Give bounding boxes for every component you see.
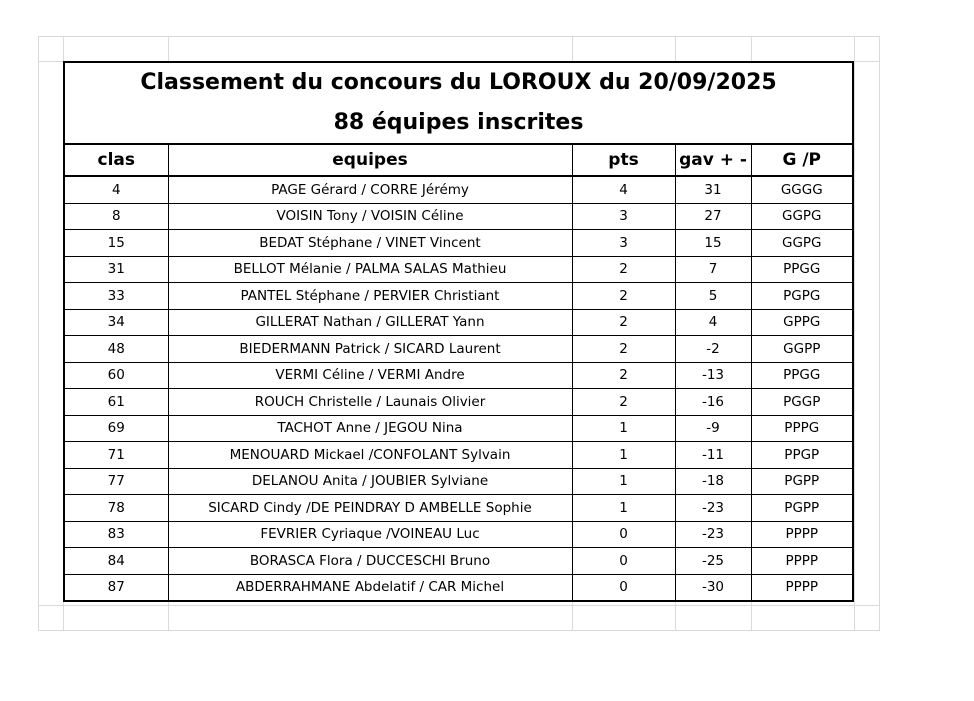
win-loss-cell: PPGP	[751, 442, 852, 469]
points-cell: 1	[572, 442, 675, 469]
rank-cell: 15	[65, 230, 168, 257]
table-row	[65, 495, 852, 522]
goal-average-cell: 7	[675, 256, 751, 283]
goal-average-cell: -13	[675, 362, 751, 389]
grid-column-line	[879, 36, 880, 630]
points-cell: 4	[572, 176, 675, 203]
team-cell: VERMI Céline / VERMI Andre	[168, 362, 572, 389]
grid-row-line	[38, 36, 880, 37]
rank-cell: 60	[65, 362, 168, 389]
goal-average-cell: 4	[675, 309, 751, 336]
table-row	[65, 256, 852, 283]
points-cell: 0	[572, 521, 675, 548]
points-cell: 0	[572, 574, 675, 600]
win-loss-cell: PGPP	[751, 468, 852, 495]
goal-average-cell: -25	[675, 548, 751, 575]
table-row	[65, 442, 852, 469]
win-loss-cell: PGPP	[751, 495, 852, 522]
grid-row-line	[38, 605, 880, 606]
goal-average-cell: -23	[675, 495, 751, 522]
points-cell: 0	[572, 548, 675, 575]
table-row	[65, 336, 852, 363]
title-block	[65, 63, 852, 145]
header-equipes: equipes	[168, 145, 572, 176]
team-cell: GILLERAT Nathan / GILLERAT Yann	[168, 309, 572, 336]
rank-cell: 78	[65, 495, 168, 522]
team-cell: FEVRIER Cyriaque /VOINEAU Luc	[168, 521, 572, 548]
rank-cell: 77	[65, 468, 168, 495]
win-loss-cell: PPPP	[785, 579, 819, 596]
goal-average-cell: -30	[675, 574, 751, 600]
goal-average-cell: -2	[675, 336, 751, 363]
table-row	[65, 574, 852, 600]
table-row	[65, 468, 852, 495]
team-cell: BEDAT Stéphane / VINET Vincent	[168, 230, 572, 257]
table-row	[65, 548, 852, 575]
rank-cell: 31	[65, 256, 168, 283]
goal-average-cell: -23	[675, 521, 751, 548]
points-cell: 1	[572, 468, 675, 495]
grid-row-line	[38, 630, 880, 631]
table-row	[65, 203, 852, 230]
points-cell: 1	[572, 495, 675, 522]
goal-average-cell: 27	[675, 203, 751, 230]
points-cell: 2	[572, 389, 675, 416]
table-row	[65, 389, 852, 416]
win-loss-cell: PPPP	[751, 548, 852, 575]
grid-column-line	[38, 36, 39, 630]
goal-average-cell: -16	[675, 389, 751, 416]
win-loss-cell: GGGG	[751, 176, 852, 203]
header-pts: pts	[572, 145, 675, 176]
team-cell: PANTEL Stéphane / PERVIER Christiant	[168, 283, 572, 310]
rank-cell: 71	[65, 442, 168, 469]
table-row	[65, 521, 852, 548]
win-loss-cell: GGPG	[751, 203, 852, 230]
team-cell: VOISIN Tony / VOISIN Céline	[168, 203, 572, 230]
points-cell: 2	[572, 309, 675, 336]
points-cell: 2	[572, 336, 675, 363]
goal-average-cell: -18	[675, 468, 751, 495]
grid-column-line	[854, 36, 855, 630]
win-loss-cell: PPGG	[751, 362, 852, 389]
team-cell: BORASCA Flora / DUCCESCHI Bruno	[168, 548, 572, 575]
points-cell: 1	[572, 415, 675, 442]
goal-average-cell: 31	[675, 176, 751, 203]
win-loss-cell: PPGG	[751, 256, 852, 283]
goal-average-cell: -11	[675, 442, 751, 469]
team-cell: BIEDERMANN Patrick / SICARD Laurent	[168, 336, 572, 363]
points-cell: 2	[572, 256, 675, 283]
header-clas: clas	[65, 145, 168, 176]
team-cell: SICARD Cindy /DE PEINDRAY D AMBELLE Sophie	[168, 495, 572, 522]
rank-cell: 48	[65, 336, 168, 363]
table-row	[65, 415, 852, 442]
points-cell: 3	[572, 203, 675, 230]
ranking-table	[63, 61, 854, 602]
table-row	[65, 283, 852, 310]
goal-average-cell: 15	[675, 230, 751, 257]
rank-cell: 33	[65, 283, 168, 310]
header-row	[65, 145, 852, 176]
page-title: Classement du concours du LOROUX du 20/09/2025	[140, 70, 777, 95]
goal-average-cell: -9	[675, 415, 751, 442]
rank-cell: 61	[65, 389, 168, 416]
table-row	[65, 230, 852, 257]
header-gp: G /P	[751, 145, 852, 176]
team-cell: MENOUARD Mickael /CONFOLANT Sylvain	[168, 442, 572, 469]
points-cell: 2	[572, 362, 675, 389]
win-loss-cell: PGPG	[751, 283, 852, 310]
points-cell: 3	[572, 230, 675, 257]
rank-cell: 69	[65, 415, 168, 442]
table-row	[65, 176, 852, 203]
team-cell: BELLOT Mélanie / PALMA SALAS Mathieu	[168, 256, 572, 283]
goal-average-cell: 5	[675, 283, 751, 310]
registered-teams-count: 88 équipes inscrites	[333, 110, 584, 135]
rank-cell: 83	[65, 521, 168, 548]
header-gav: gav + -	[675, 145, 751, 176]
win-loss-cell: PPPG	[751, 415, 852, 442]
win-loss-cell: PPPP	[751, 521, 852, 548]
win-loss-cell: GPPG	[751, 309, 852, 336]
team-cell: ABDERRAHMANE Abdelatif / CAR Michel	[168, 574, 572, 600]
team-cell: TACHOT Anne / JEGOU Nina	[168, 415, 572, 442]
win-loss-cell: PGGP	[751, 389, 852, 416]
rank-cell: 8	[65, 203, 168, 230]
points-cell: 2	[572, 283, 675, 310]
win-loss-cell: GGPG	[751, 230, 852, 257]
table-row	[65, 362, 852, 389]
rank-cell: 87	[65, 574, 168, 600]
team-cell: PAGE Gérard / CORRE Jérémy	[168, 176, 572, 203]
team-cell: DELANOU Anita / JOUBIER Sylviane	[168, 468, 572, 495]
rank-cell: 4	[65, 176, 168, 203]
rank-cell: 84	[65, 548, 168, 575]
table-row	[65, 309, 852, 336]
rank-cell: 34	[65, 309, 168, 336]
results-table	[65, 145, 852, 600]
win-loss-cell: GGPP	[751, 336, 852, 363]
team-cell: ROUCH Christelle / Launais Olivier	[168, 389, 572, 416]
